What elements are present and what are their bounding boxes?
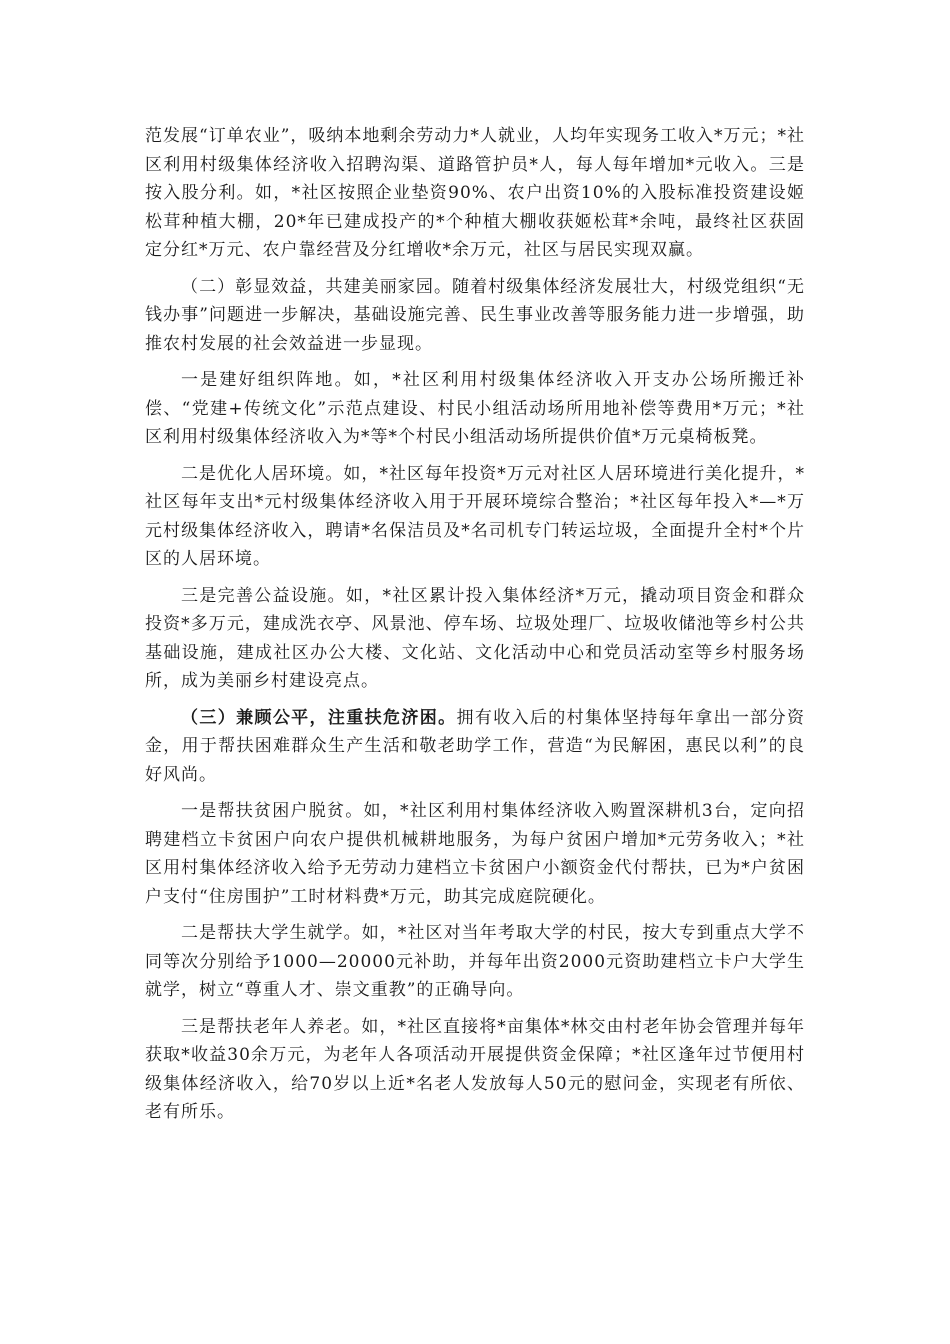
paragraph-text: 二是帮扶大学生就学。如，*社区对当年考取大学的村民，按大专到重点大学不同等次分别给予1000—20000元补助，并每年出资2000元资助建档立卡户大学生就学，树立“尊重人才、崇文重教”的正确导向。 [145,923,805,1000]
paragraph-section-two [145,273,805,359]
paragraph-text: （二）彰显效益，共建美丽家园。随着村级集体经济发展壮大，村级党组织“无钱办事”问题进一步解决，基础设施完善、民生事业改善等服务能力进一步增强，助推农村发展的社会效益进一步显现。 [145,276,805,354]
paragraph-section-three [145,704,805,790]
paragraph-text: 一是帮扶贫困户脱贫。如，*社区利用村集体经济收入购置深耕机3台，定向招聘建档立卡贫困户向农户提供机械耕地服务，为每户贫困户增加*元劳务收入；*社区用村集体经济收入给予无劳动力建档立卡贫困户小额资金代付帮扶，已为*户贫困户支付“住房围护”工时材料费*万元，助其完成庭院硬化。 [145,801,805,907]
paragraph-text: 三是帮扶老年人养老。如，*社区直接将*亩集体*林交由村老年协会管理并每年获取*收益30余万元，为老年人各项活动开展提供资金保障；*社区逢年过节便用村级集体经济收入，给70岁以上近*名老人发放每人50元的慰问金，实现老有所依、老有所乐。 [145,1016,805,1122]
paragraph-text: 拥有收入后的村集体坚持每年拿出一部分资金，用于帮扶困难群众生产生活和敬老助学工作，营造“为民解困，惠民以利”的良好风尚。 [145,707,806,785]
paragraph-continuation [145,122,805,265]
paragraph-living-environment [145,460,805,574]
paragraph-student-support [145,919,805,1005]
paragraph-text: 二是优化人居环境。如，*社区每年投资*万元对社区人居环境进行美化提升，*社区每年支出*元村级集体经济收入用于开展环境综合整治；*社区每年投入*—*万元村级集体经济收入，聘请*名保洁员及*名司机专门转运垃圾，全面提升全村*个片区的人居环境。 [145,463,805,569]
paragraph-organization-base [145,366,805,452]
paragraph-text: 三是完善公益设施。如，*社区累计投入集体经济*万元，撬动项目资金和群众投资*多万元，建成洗衣亭、风景池、停车场、垃圾处理厂、垃圾收储池等乡村公共基础设施，建成社区办公大楼、文化站、文化活动中心和党员活动室等乡村服务场所，成为美丽乡村建设亮点。 [145,585,805,691]
paragraph-poverty-relief [145,797,805,911]
paragraph-public-facilities [145,582,805,696]
section-heading: （三）兼顾公平，注重扶危济困。 [181,707,457,728]
paragraph-elderly-care [145,1013,805,1127]
paragraph-text: 范发展“订单农业”，吸纳本地剩余劳动力*人就业，人均年实现务工收入*万元；*社区利用村级集体经济收入招聘沟渠、道路管护员*人，每人每年增加*元收入。三是按入股分利。如，*社区按照企业垫资90%、农户出资10%的入股标准投资建设姬松茸种植大棚，20*年已建成投产的*个种植大棚收获姬松茸*余吨，最终社区获固定分红*万元、农户靠经营及分红增收*余万元，社区与居民实现双赢。 [145,126,805,260]
document-body [145,122,805,1135]
paragraph-text: 一是建好组织阵地。如，*社区利用村级集体经济收入开支办公场所搬迁补偿、“党建+传统文化”示范点建设、村民小组活动场所用地补偿等费用*万元；*社区利用村级集体经济收入为*等*个村民小组活动场所提供价值*万元桌椅板凳。 [145,370,805,447]
